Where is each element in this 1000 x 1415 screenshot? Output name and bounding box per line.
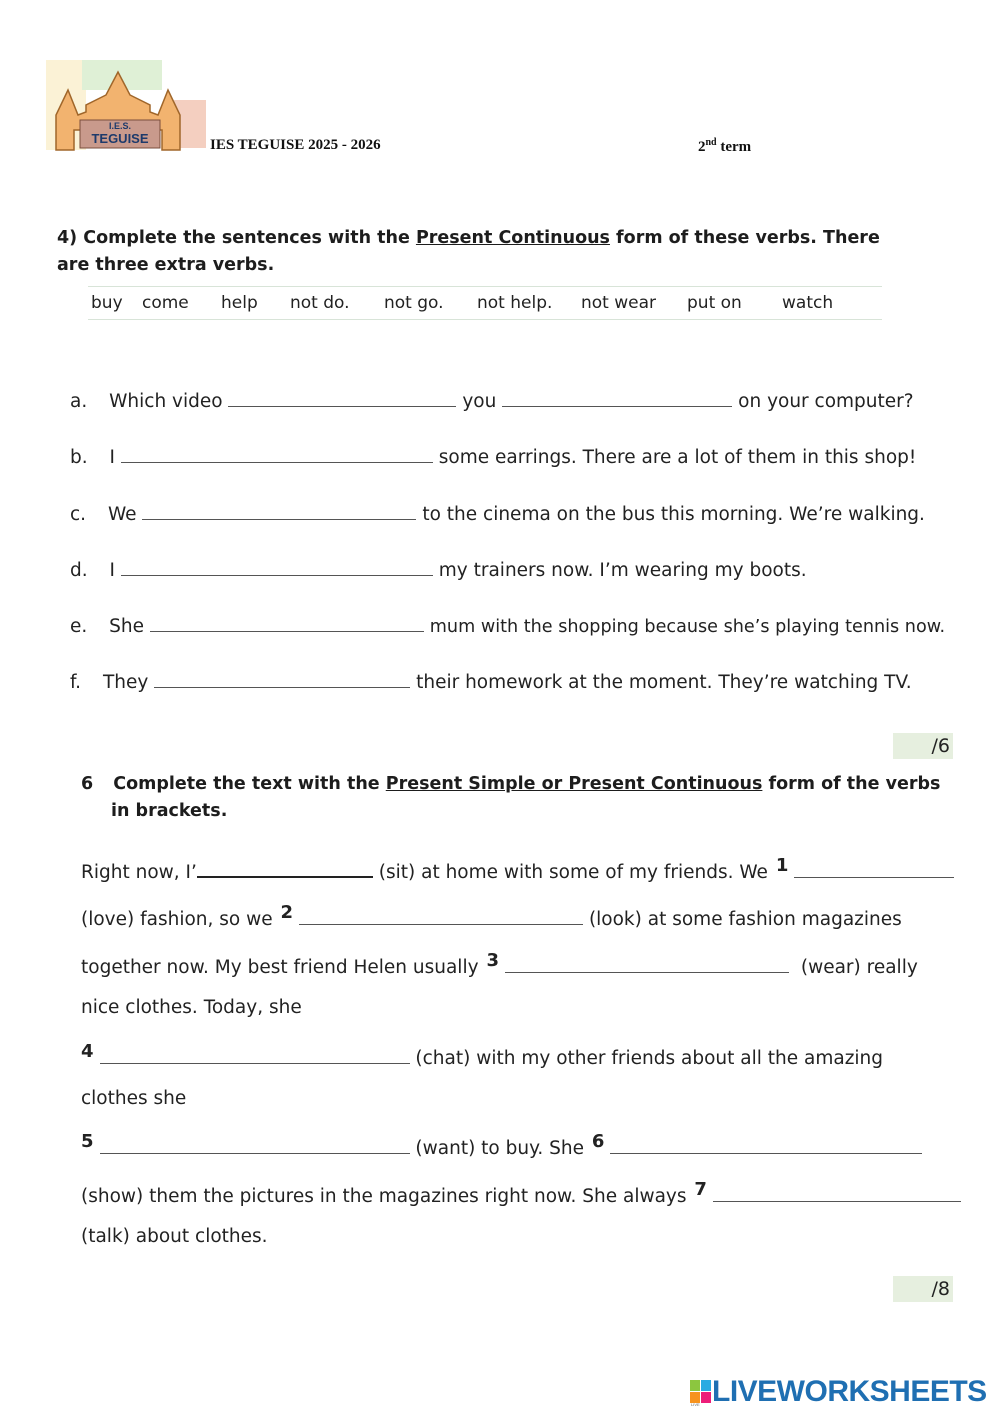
school-year: IES TEGUISE 2025 - 2026 bbox=[210, 137, 381, 153]
logo-text: TEGUISE bbox=[91, 131, 149, 146]
term-number: 2 bbox=[698, 139, 706, 155]
answer-blank[interactable] bbox=[150, 613, 424, 632]
ex6-line2: in brackets. bbox=[111, 801, 228, 821]
ex4-suffix: form of these verbs. There bbox=[609, 228, 880, 248]
paragraph-text: (love) fashion, so we bbox=[81, 909, 273, 930]
paragraph-text: Right now, I’ bbox=[81, 862, 197, 883]
answer-blank[interactable] bbox=[154, 669, 410, 688]
verb-box bbox=[88, 286, 882, 320]
ex6-prefix: Complete the text with the bbox=[113, 774, 386, 794]
text-line-2 bbox=[81, 902, 902, 930]
gap-number: 5 bbox=[81, 1131, 94, 1152]
ex4-line2: are three extra verbs. bbox=[57, 255, 275, 275]
term-word: term bbox=[720, 139, 752, 155]
text-line-7 bbox=[81, 1131, 922, 1159]
sentence-b bbox=[70, 444, 916, 468]
score-text: /8 bbox=[931, 1278, 950, 1300]
answer-blank[interactable] bbox=[142, 501, 416, 520]
answer-blank[interactable] bbox=[121, 557, 433, 576]
verb-item: watch bbox=[782, 293, 834, 313]
sentence-letter: f. bbox=[70, 672, 82, 693]
sentence-text: She bbox=[109, 616, 145, 637]
score-text: /6 bbox=[931, 735, 950, 757]
sentence-text: their homework at the moment. They’re watching TV. bbox=[416, 672, 912, 693]
sentence-text: you bbox=[462, 391, 497, 412]
paragraph-text: (look) at some fashion magazines bbox=[588, 909, 902, 930]
answer-blank[interactable] bbox=[100, 1045, 410, 1064]
sentence-text: to the cinema on the bus this morning. We’re walking. bbox=[422, 504, 925, 525]
sentence-letter: a. bbox=[70, 391, 88, 412]
sentence-text: on your computer? bbox=[738, 391, 914, 412]
sentence-d bbox=[70, 557, 807, 581]
text-line-8 bbox=[81, 1179, 961, 1207]
answer-blank[interactable] bbox=[121, 444, 433, 463]
sentence-letter: e. bbox=[70, 616, 88, 637]
sentence-text: I bbox=[109, 447, 115, 468]
answer-blank[interactable] bbox=[505, 954, 789, 973]
gap-number: 2 bbox=[280, 902, 294, 923]
gap-number: 3 bbox=[486, 950, 499, 971]
liveworksheets-wordmark: LIVEWORKSHEETS bbox=[712, 1375, 987, 1408]
ex6-underlined: Present Simple or Present Continuous bbox=[385, 774, 763, 794]
school-logo bbox=[46, 60, 208, 152]
answer-blank[interactable] bbox=[502, 388, 732, 407]
text-line-5 bbox=[81, 1041, 884, 1069]
sentence-text: We bbox=[107, 504, 137, 525]
text-line-4 bbox=[81, 997, 302, 1018]
paragraph-text: (talk) about clothes. bbox=[81, 1226, 268, 1247]
sentence-c bbox=[70, 501, 925, 525]
sentence-f bbox=[70, 669, 912, 693]
paragraph-text: (want) to buy. She bbox=[415, 1138, 585, 1159]
gap-number: 7 bbox=[694, 1179, 707, 1200]
sentence-letter: c. bbox=[70, 504, 87, 525]
verb-item: help bbox=[221, 293, 258, 313]
term-sup: nd bbox=[705, 137, 717, 148]
exercise-6-instructions bbox=[81, 771, 961, 825]
ex4-prefix: 4) Complete the sentences with the bbox=[57, 228, 416, 248]
paragraph-text: clothes she bbox=[81, 1088, 187, 1109]
sentence-e bbox=[70, 613, 945, 637]
verb-item: not do. bbox=[290, 293, 350, 313]
paragraph-text: nice clothes. Today, she bbox=[81, 997, 302, 1018]
text-line-9 bbox=[81, 1226, 268, 1247]
answer-blank[interactable] bbox=[228, 388, 456, 407]
answer-blank[interactable] bbox=[713, 1183, 961, 1202]
answer-blank[interactable] bbox=[299, 906, 583, 925]
term-label bbox=[698, 137, 751, 156]
score-box-ex6 bbox=[893, 1276, 953, 1302]
text-line-1 bbox=[81, 855, 954, 883]
paragraph-text: (chat) with my other friends about all the amazing bbox=[415, 1048, 884, 1069]
paragraph-text: (sit) at home with some of my friends. We bbox=[378, 862, 768, 883]
verb-item: put on bbox=[687, 293, 742, 313]
ex4-underlined: Present Continuous bbox=[415, 228, 610, 248]
gap-number: 1 bbox=[775, 855, 789, 876]
verb-item: not wear bbox=[581, 293, 657, 313]
answer-blank[interactable] bbox=[610, 1135, 922, 1154]
sentence-text: mum with the shopping because she’s playing tennis now. bbox=[429, 617, 946, 637]
sentence-letter: d. bbox=[70, 560, 88, 581]
verb-item: not go. bbox=[384, 293, 444, 313]
sentence-text: Which video bbox=[109, 391, 223, 412]
sentence-text: my trainers now. I’m wearing my boots. bbox=[438, 560, 807, 581]
answer-blank[interactable] bbox=[100, 1135, 410, 1154]
paragraph-text: (show) them the pictures in the magazines right now. She always bbox=[81, 1186, 687, 1207]
verb-item: buy bbox=[91, 293, 123, 313]
ex6-number: 6 bbox=[81, 774, 94, 794]
gap-number: 4 bbox=[81, 1041, 94, 1062]
sentence-a bbox=[70, 388, 914, 412]
sentence-text: They bbox=[102, 672, 149, 693]
sentence-text: some earrings. There are a lot of them in this shop! bbox=[438, 447, 917, 468]
logo-text-top: I.E.S. bbox=[108, 121, 132, 131]
paragraph-text: (wear) really bbox=[800, 957, 918, 978]
liveworksheets-badge: LIVE bbox=[691, 1402, 700, 1407]
ex6-suffix: form of the verbs bbox=[762, 774, 941, 794]
gap-number: 6 bbox=[591, 1131, 605, 1152]
verb-item: come bbox=[142, 293, 189, 313]
exercise-4-instructions bbox=[57, 225, 937, 279]
text-line-3 bbox=[81, 950, 918, 978]
example-blank[interactable] bbox=[197, 858, 373, 878]
sentence-text: I bbox=[109, 560, 115, 581]
liveworksheets-logo-icon bbox=[690, 1380, 712, 1404]
liveworksheets-brand[interactable] bbox=[690, 1375, 990, 1409]
sentence-letter: b. bbox=[70, 447, 88, 468]
paragraph-text: together now. My best friend Helen usually bbox=[81, 957, 479, 978]
answer-blank[interactable] bbox=[794, 859, 954, 878]
verb-item: not help. bbox=[477, 293, 553, 313]
score-box-ex4 bbox=[893, 733, 953, 759]
text-line-6 bbox=[81, 1088, 186, 1109]
